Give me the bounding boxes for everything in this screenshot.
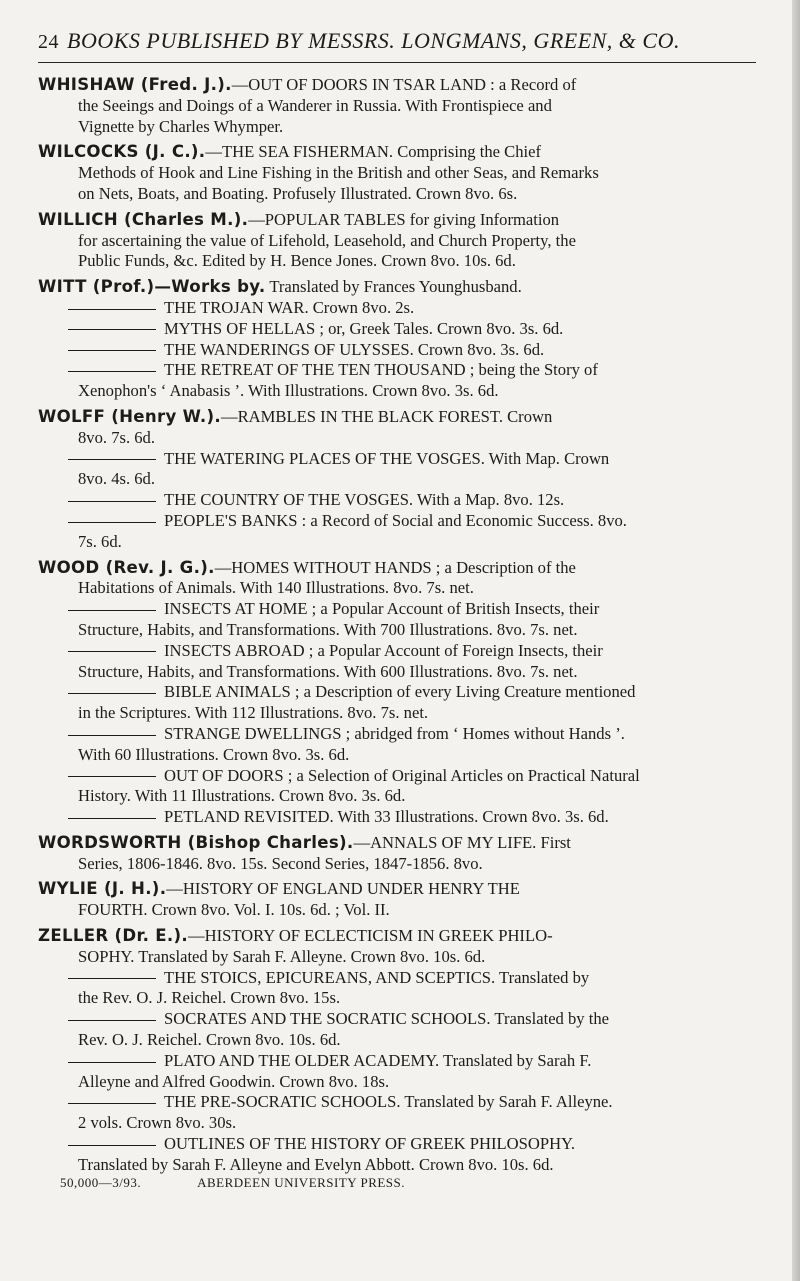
ditto-rule <box>68 1020 156 1021</box>
catalogue-entry <box>38 833 756 875</box>
sub-title-line <box>38 319 756 340</box>
entry-heading-line <box>38 75 756 96</box>
entry-text: THE WATERING PLACES OF THE VOSGES. With Map. Crown <box>164 448 610 468</box>
author-name: WITT (Prof.)—Works by. <box>38 277 266 297</box>
catalogue-entries <box>38 75 756 1176</box>
entry-text: Rev. O. J. Reichel. Crown 8vo. 10s. 6d. <box>78 1030 341 1050</box>
entry-heading-line <box>38 210 756 231</box>
page-footer <box>60 1175 405 1191</box>
continuation-line <box>38 428 756 449</box>
entry-heading-line <box>38 407 756 428</box>
sub-title-line <box>38 766 756 787</box>
catalogue-entry <box>38 879 756 921</box>
entry-text: OUTLINES OF THE HISTORY OF GREEK PHILOSOPHY. <box>164 1134 576 1154</box>
entry-text: the Rev. O. J. Reichel. Crown 8vo. 15s. <box>78 988 341 1008</box>
sub-title-line <box>38 490 756 511</box>
entry-text: STRANGE DWELLINGS ; abridged from ‘ Homes without Hands ’. <box>164 723 625 743</box>
ditto-rule <box>68 651 156 652</box>
ditto-rule <box>68 309 156 310</box>
entry-heading-line <box>38 142 756 163</box>
page-edge <box>792 0 800 1281</box>
printer-imprint: ABERDEEN UNIVERSITY PRESS. <box>197 1175 406 1190</box>
entry-heading-line <box>38 558 756 579</box>
entry-text: MYTHS OF HELLAS ; or, Greek Tales. Crown 8vo. 3s. 6d. <box>164 318 564 338</box>
entry-text: INSECTS AT HOME ; a Popular Account of British Insects, their <box>164 599 600 619</box>
entry-heading-line <box>38 277 756 298</box>
continuation-line <box>38 786 756 807</box>
ditto-rule <box>68 978 156 979</box>
entry-text: With 60 Illustrations. Crown 8vo. 3s. 6d. <box>78 744 350 764</box>
author-name: WOLFF (Henry W.). <box>38 406 221 426</box>
author-name: WORDSWORTH (Bishop Charles). <box>38 832 354 852</box>
catalogue-entry <box>38 407 756 553</box>
author-name: WILLICH (Charles M.). <box>38 209 249 229</box>
catalogue-entry <box>38 210 756 272</box>
ditto-rule <box>68 371 156 372</box>
entry-text: BIBLE ANIMALS ; a Description of every Living Creature mentioned <box>164 682 636 702</box>
entry-text: on Nets, Boats, and Boating. Profusely Illustrated. Crown 8vo. 6s. <box>78 183 518 203</box>
entry-text: 8vo. 7s. 6d. <box>78 427 155 447</box>
ditto-rule <box>68 1145 156 1146</box>
sub-title-line <box>38 807 756 828</box>
entry-text: Methods of Hook and Line Fishing in the British and other Seas, and Remarks <box>78 163 599 183</box>
ditto-rule <box>68 610 156 611</box>
sub-title-line <box>38 511 756 532</box>
sub-title-line <box>38 1092 756 1113</box>
entry-text: Vignette by Charles Whymper. <box>78 116 284 136</box>
continuation-line <box>38 1030 756 1051</box>
author-name: WOOD (Rev. J. G.). <box>38 557 215 577</box>
entry-text: SOCRATES AND THE SOCRATIC SCHOOLS. Translated by the <box>164 1009 610 1029</box>
entry-text: Public Funds, &c. Edited by H. Bence Jones. Crown 8vo. 10s. 6d. <box>78 251 516 271</box>
entry-text: SOPHY. Translated by Sarah F. Alleyne. Crown 8vo. 10s. 6d. <box>78 946 486 966</box>
entry-text: PEOPLE'S BANKS : a Record of Social and Economic Success. 8vo. <box>164 510 627 530</box>
sub-title-line <box>38 724 756 745</box>
entry-text: History. With 11 Illustrations. Crown 8vo. 3s. 6d. <box>78 786 406 806</box>
sub-title-line <box>38 360 756 381</box>
entry-text: for ascertaining the value of Lifehold, Leasehold, and Church Property, the <box>78 230 576 250</box>
continuation-line <box>38 947 756 968</box>
continuation-line <box>38 1113 756 1134</box>
continuation-line <box>38 988 756 1009</box>
catalogue-entry <box>38 75 756 137</box>
entry-text: —HOMES WITHOUT HANDS ; a Description of the <box>214 557 576 577</box>
author-name: ZELLER (Dr. E.). <box>38 926 188 946</box>
sub-title-line <box>38 682 756 703</box>
sub-title-line <box>38 968 756 989</box>
author-name: WHISHAW (Fred. J.). <box>38 75 232 94</box>
ditto-rule <box>68 693 156 694</box>
entry-text: Habitations of Animals. With 140 Illustrations. 8vo. 7s. net. <box>78 578 474 598</box>
ditto-rule <box>68 776 156 777</box>
continuation-line <box>38 231 756 252</box>
running-header <box>38 28 756 63</box>
entry-text: Xenophon's ‘ Anabasis ’. With Illustrations. Crown 8vo. 3s. 6d. <box>78 381 499 401</box>
continuation-line <box>38 900 756 921</box>
running-title: BOOKS PUBLISHED BY MESSRS. LONGMANS, GREEN, & CO. <box>67 28 680 53</box>
sub-title-line <box>38 599 756 620</box>
continuation-line <box>38 620 756 641</box>
ditto-rule <box>68 522 156 523</box>
entry-text: —OUT OF DOORS IN TSAR LAND : a Record of <box>231 75 577 94</box>
entry-text: PLATO AND THE OLDER ACADEMY. Translated by Sarah F. <box>164 1050 592 1070</box>
entry-text: 8vo. 4s. 6d. <box>78 469 155 489</box>
entry-text: THE WANDERINGS OF ULYSSES. Crown 8vo. 3s. 6d. <box>164 339 545 359</box>
print-run: 50,000—3/93. <box>60 1175 142 1190</box>
continuation-line <box>38 469 756 490</box>
entry-heading-line <box>38 833 756 854</box>
continuation-line <box>38 745 756 766</box>
ditto-rule <box>68 501 156 502</box>
entry-text: THE COUNTRY OF THE VOSGES. With a Map. 8vo. 12s. <box>164 490 565 510</box>
entry-heading-line <box>38 879 756 900</box>
continuation-line <box>38 854 756 875</box>
entry-text: THE PRE-SOCRATIC SCHOOLS. Translated by Sarah F. Alleyne. <box>164 1092 613 1112</box>
continuation-line <box>38 251 756 272</box>
continuation-line <box>38 184 756 205</box>
ditto-rule <box>68 818 156 819</box>
entry-text: —ANNALS OF MY LIFE. First <box>353 832 571 852</box>
entry-text: Translated by Frances Younghusband. <box>265 277 522 297</box>
continuation-line <box>38 163 756 184</box>
continuation-line <box>38 1155 756 1176</box>
entry-text: Structure, Habits, and Transformations. With 700 Illustrations. 8vo. 7s. net. <box>78 619 578 639</box>
continuation-line <box>38 532 756 553</box>
entry-text: THE RETREAT OF THE TEN THOUSAND ; being the Story of <box>164 360 598 380</box>
entry-text: the Seeings and Doings of a Wanderer in Russia. With Frontispiece and <box>78 95 552 115</box>
sub-title-line <box>38 641 756 662</box>
continuation-line <box>38 96 756 117</box>
author-name: WILCOCKS (J. C.). <box>38 142 206 162</box>
continuation-line <box>38 578 756 599</box>
continuation-line <box>38 381 756 402</box>
entry-text: PETLAND REVISITED. With 33 Illustrations. Crown 8vo. 3s. 6d. <box>164 807 609 827</box>
catalogue-entry <box>38 142 756 204</box>
ditto-rule <box>68 329 156 330</box>
catalogue-entry <box>38 277 756 402</box>
entry-text: 2 vols. Crown 8vo. 30s. <box>78 1113 237 1133</box>
continuation-line <box>38 1072 756 1093</box>
entry-text: Alleyne and Alfred Goodwin. Crown 8vo. 18s. <box>78 1071 390 1091</box>
entry-text: —HISTORY OF ECLECTICISM IN GREEK PHILO- <box>188 926 553 946</box>
sub-title-line <box>38 298 756 319</box>
entry-text: FOURTH. Crown 8vo. Vol. I. 10s. 6d. ; Vol. II. <box>78 900 390 920</box>
continuation-line <box>38 662 756 683</box>
entry-text: INSECTS ABROAD ; a Popular Account of Foreign Insects, their <box>164 640 603 660</box>
sub-title-line <box>38 340 756 361</box>
catalogue-entry <box>38 558 756 828</box>
ditto-rule <box>68 1103 156 1104</box>
entry-text: THE TROJAN WAR. Crown 8vo. 2s. <box>164 297 415 317</box>
catalogue-entry <box>38 926 756 1176</box>
entry-text: 7s. 6d. <box>78 531 122 551</box>
entry-heading-line <box>38 926 756 947</box>
ditto-rule <box>68 350 156 351</box>
sub-title-line <box>38 1134 756 1155</box>
entry-text: Translated by Sarah F. Alleyne and Evelyn Abbott. Crown 8vo. 10s. 6d. <box>78 1154 554 1174</box>
entry-text: OUT OF DOORS ; a Selection of Original Articles on Practical Natural <box>164 765 640 785</box>
ditto-rule <box>68 735 156 736</box>
entry-text: in the Scriptures. With 112 Illustrations. 8vo. 7s. net. <box>78 703 429 723</box>
entry-text: Series, 1806-1846. 8vo. 15s. Second Series, 1847-1856. 8vo. <box>78 853 483 873</box>
sub-title-line <box>38 1051 756 1072</box>
page-number: 24 <box>38 31 59 53</box>
entry-text: —HISTORY OF ENGLAND UNDER HENRY THE <box>166 879 520 899</box>
entry-text: —THE SEA FISHERMAN. Comprising the Chief <box>205 142 541 162</box>
ditto-rule <box>68 459 156 460</box>
entry-text: Structure, Habits, and Transformations. With 600 Illustrations. 8vo. 7s. net. <box>78 661 578 681</box>
ditto-rule <box>68 1062 156 1063</box>
sub-title-line <box>38 449 756 470</box>
sub-title-line <box>38 1009 756 1030</box>
continuation-line <box>38 117 756 138</box>
continuation-line <box>38 703 756 724</box>
entry-text: —POPULAR TABLES for giving Information <box>248 209 560 229</box>
author-name: WYLIE (J. H.). <box>38 879 167 899</box>
entry-text: THE STOICS, EPICUREANS, AND SCEPTICS. Translated by <box>164 967 590 987</box>
entry-text: —RAMBLES IN THE BLACK FOREST. Crown <box>221 406 553 426</box>
